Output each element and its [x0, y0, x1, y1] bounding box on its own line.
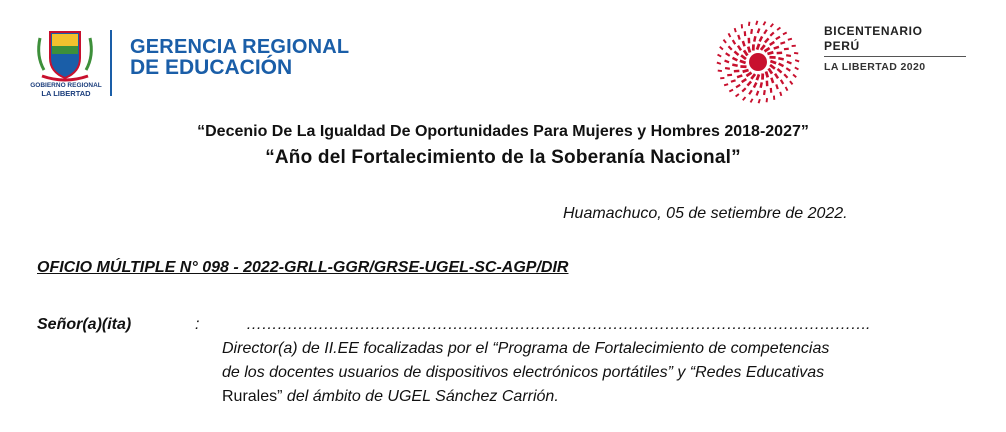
sun-ray [765, 71, 769, 78]
sun-ray [780, 41, 785, 45]
recipient-line1: Director(a) de II.EE focalizadas por el “Programa de Fortalecimiento de competencias [222, 340, 830, 357]
sun-ray [769, 56, 775, 59]
sun-ray [753, 36, 757, 42]
sun-ray [743, 50, 749, 57]
sun-ray [764, 47, 771, 53]
sun-ray [727, 74, 732, 77]
sun-ray [735, 93, 739, 97]
sun-ray [767, 68, 773, 75]
recipient-dots: …………………………………………………………………………………………………………. [246, 316, 870, 333]
sun-ray [795, 59, 800, 62]
oficio-number: OFICIO MÚLTIPLE N° 098 - 2022-GRLL-GGR/GRSE-UGEL-SC-AGP/DIR [37, 259, 569, 276]
sun-ray [792, 45, 796, 47]
recipient-line3 [222, 388, 559, 406]
bicentenario-line2: PERÚ [824, 39, 860, 53]
sun-ray [737, 35, 741, 40]
sun-ray [717, 54, 722, 58]
sun-ray [753, 82, 758, 88]
sun-ray [789, 81, 793, 85]
sun-ray [792, 74, 796, 78]
sun-ray [717, 62, 722, 65]
sun-ray [746, 81, 752, 87]
sun-ray [786, 54, 791, 57]
sun-ray [748, 90, 753, 95]
sun-ray [786, 67, 791, 72]
sun-ray [777, 52, 783, 55]
sun-ray [734, 50, 740, 56]
recipient-colon: : [195, 316, 200, 333]
sun-ray [769, 41, 775, 46]
sun-ray [783, 74, 788, 79]
sun-ray [729, 89, 734, 93]
sun-ray [761, 73, 764, 79]
sun-ray [719, 46, 723, 50]
anio-heading: “Año del Fortalecimiento de la Soberanía Nacional” [265, 147, 741, 168]
sun-ray [773, 46, 779, 50]
bicentenario-line1: BICENTENARIO [824, 24, 923, 38]
sun-ray [773, 96, 775, 100]
sun-ray [779, 92, 782, 97]
sun-ray [718, 70, 722, 72]
header-divider [110, 30, 112, 96]
recipient-label: Señor(a)(ita) [37, 316, 132, 333]
sun-ray [778, 57, 784, 61]
recipient-line2: de los docentes usuarios de dispositivos electrónicos portátiles” y “Redes Educativas [222, 364, 825, 381]
sun-ray [750, 98, 754, 103]
sun-ray [763, 90, 766, 95]
sun-ray [756, 91, 760, 96]
sun-ray [742, 69, 749, 73]
org-small-line2: LA LIBERTAD [41, 89, 91, 98]
sun-ray [734, 28, 737, 33]
sun-ray [725, 52, 730, 57]
recipient-line3-b: del ámbito de UGEL Sánchez Carrión. [282, 388, 559, 405]
sun-ray [780, 79, 784, 84]
sun-ray [766, 98, 768, 102]
sun-ray [777, 68, 783, 74]
org-title-line1: GERENCIA REGIONAL [130, 36, 350, 58]
sun-ray [763, 29, 768, 34]
sun-ray [794, 52, 798, 54]
sun-ray [752, 44, 755, 50]
sun-ray [788, 38, 793, 41]
sun-ray [794, 67, 799, 71]
regional-shield-icon [34, 26, 96, 84]
sun-ray [731, 79, 736, 83]
bicentenario-line3: LA LIBERTAD 2020 [824, 61, 926, 73]
sun-ray [732, 57, 738, 62]
sun-ray [734, 70, 740, 73]
sun-ray [732, 63, 738, 67]
sun-ray [720, 77, 724, 79]
sun-ray [770, 23, 774, 27]
document-date: Huamachuco, 05 de setiembre de 2022. [563, 205, 848, 222]
sun-ray [775, 36, 780, 40]
sun-ray [759, 82, 763, 88]
sun-ray [724, 60, 729, 64]
sun-ray [757, 28, 761, 33]
sun-ray [742, 96, 746, 100]
org-small-label [26, 82, 106, 98]
sun-ray [758, 99, 761, 104]
sun-ray [735, 84, 740, 88]
sun-ray [783, 32, 788, 36]
sun-ray [737, 45, 742, 51]
sun-ray [740, 65, 746, 68]
sun-ray [724, 83, 729, 86]
sun-ray [756, 43, 761, 50]
sun-ray [728, 33, 732, 38]
sun-ray [759, 36, 764, 42]
sun-ray [787, 61, 792, 65]
sun-ray [748, 38, 751, 44]
sun-ray [766, 81, 769, 87]
sun-ray [756, 74, 761, 81]
sun-ray [748, 22, 750, 26]
sun-ray [725, 67, 730, 70]
sun-ray [741, 78, 747, 83]
sun-ray [784, 48, 789, 51]
org-small-line1: GOBIERNO REGIONAL [30, 82, 102, 89]
sun-ray [750, 29, 753, 34]
sun-ray [770, 32, 775, 37]
sun-ray [741, 24, 743, 28]
sun-ray [763, 21, 767, 26]
sun-ray [777, 27, 781, 31]
bicentenario-sun-icon [712, 16, 804, 108]
sun-ray [747, 46, 751, 53]
sun-ray [764, 38, 770, 44]
sun-ray [737, 74, 743, 78]
recipient-line3-a: Rurales” [222, 388, 283, 405]
sun-ray [774, 73, 779, 79]
sun-ray [744, 31, 747, 36]
sun-ray [785, 87, 789, 92]
sun-ray [739, 60, 746, 65]
sun-ray [742, 41, 746, 47]
sun-ray [778, 63, 784, 68]
sun-ray [728, 45, 733, 50]
sun-ray [770, 77, 774, 83]
sun-ray [723, 39, 727, 43]
sun-ray [755, 21, 758, 26]
bicentenario-divider [824, 56, 966, 57]
sun-ray [767, 51, 774, 55]
sun-ray [746, 71, 753, 77]
org-title-line2: DE EDUCACIÓN [130, 56, 293, 79]
sun-ray [775, 84, 779, 89]
sun-ray [741, 87, 746, 92]
sun-ray [732, 39, 736, 44]
sun-ray [770, 60, 777, 65]
sun-ray [770, 88, 773, 93]
decenio-heading: “Decenio De La Igualdad De Oportunidades Para Mujeres y Hombres 2018-2027” [197, 123, 809, 140]
